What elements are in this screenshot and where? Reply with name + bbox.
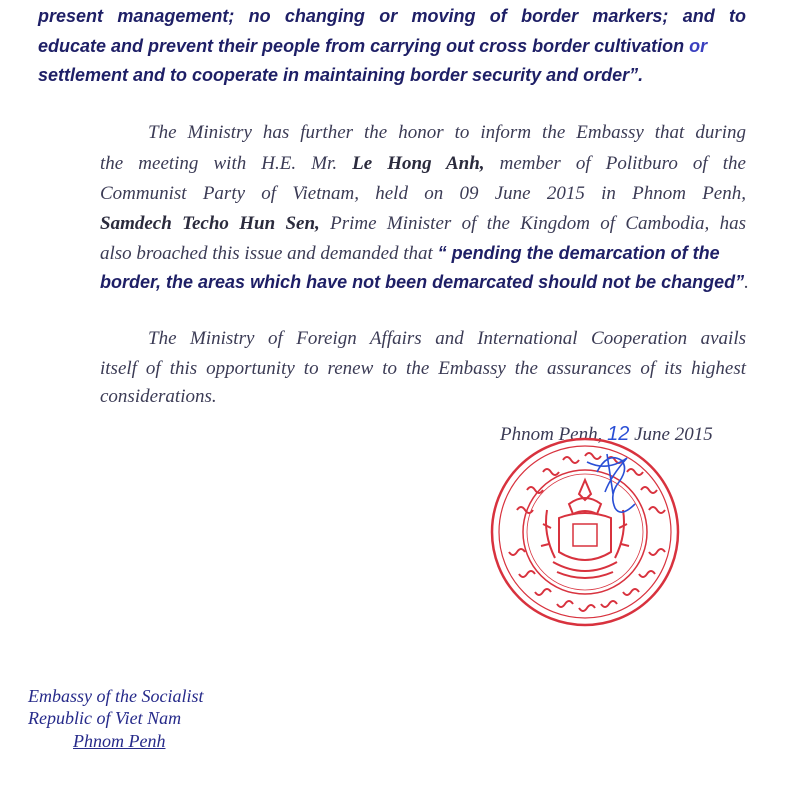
closing-paragraph-line-1: The Ministry of Foreign Affairs and International Cooperation avails [148, 328, 746, 349]
closing-paragraph-line-3: considerations. [100, 386, 217, 407]
top-paragraph-line-3 [38, 65, 643, 86]
meeting-line-4-b: Prime Minister of the Kingdom of Cambodia, has [319, 213, 746, 234]
meeting-quote-start: “ pending the demarcation of the [437, 243, 720, 263]
addressee-line-1: Embassy of the Socialist [28, 686, 204, 706]
meeting-line-5-a: also broached this issue and demanded that [100, 243, 438, 264]
royal-seal-icon [487, 432, 683, 632]
meeting-paragraph-line-5 [100, 243, 720, 265]
person-name-le-hong-anh: Le Hong Anh, [352, 153, 485, 174]
meeting-paragraph-line-3: Communist Party of Vietnam, held on 09 June 2015 in Phnom Penh, [100, 183, 746, 204]
meeting-paragraph-line-2 [100, 153, 746, 175]
person-name-hun-sen: Samdech Techo Hun Sen, [100, 213, 320, 234]
dateline-place: Phnom Penh, [500, 424, 603, 445]
top-paragraph-line-2 [38, 36, 746, 57]
addressee-line-3: Phnom Penh [73, 731, 166, 751]
top-paragraph-line-2-or: or [689, 36, 708, 56]
addressee-line-2: Republic of Viet Nam [28, 708, 182, 728]
top-paragraph-line-3-text: settlement and to cooperate in maintaining border security and order [38, 65, 630, 85]
meeting-line-2-a: the meeting with H.E. Mr. [100, 153, 353, 174]
closing-paragraph-line-2: itself of this opportunity to renew to the Embassy the assurances of its highest [100, 358, 746, 379]
meeting-paragraph-line-1: The Ministry has further the honor to inform the Embassy that during [148, 122, 746, 143]
meeting-line-2-b: member of Politburo of the [484, 153, 746, 174]
dateline-month-year: June 2015 [634, 424, 713, 445]
top-paragraph-line-1: present management; no changing or moving of border markers; and to [38, 6, 746, 26]
meeting-paragraph-line-4 [100, 213, 746, 235]
top-paragraph-line-3-end: ”. [629, 65, 644, 85]
dateline-day-handwritten: 12 [607, 423, 630, 445]
top-paragraph-line-2-text: educate and prevent their people from carrying out cross border cultivation [38, 36, 690, 56]
meeting-paragraph-line-6 [100, 272, 749, 294]
meeting-quote-end: border, the areas which have not been demarcated should not be changed” [100, 272, 745, 292]
meeting-line-6-period: . [744, 272, 749, 293]
